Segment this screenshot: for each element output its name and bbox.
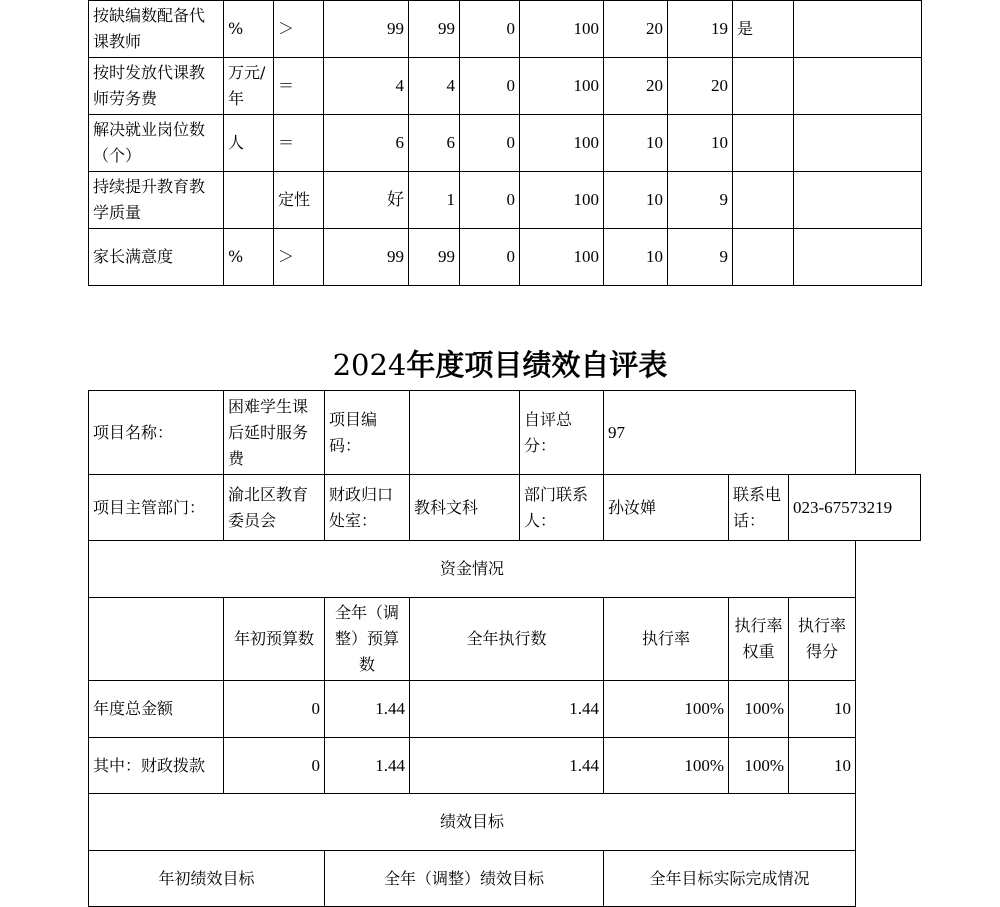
- col-weight: 10: [604, 172, 668, 229]
- indicator-table: [88, 0, 922, 286]
- actual-value: 1: [409, 172, 460, 229]
- project-name-value: 困难学生课后延时服务费: [224, 391, 325, 475]
- col-note: [794, 1, 922, 58]
- indicator-row: [89, 172, 922, 229]
- col-rate: 100: [520, 58, 604, 115]
- col-score: 10: [668, 115, 733, 172]
- actual-value: 99: [409, 229, 460, 286]
- target-value: 好: [324, 172, 409, 229]
- col-note: [794, 115, 922, 172]
- page-title: [0, 340, 1000, 390]
- project-name-row: [89, 391, 921, 475]
- funds-row-label: 其中：财政拨款: [89, 738, 224, 794]
- col-weight: 20: [604, 58, 668, 115]
- operator: 定性: [274, 172, 324, 229]
- indicator-name: 解决就业岗位数（个）: [89, 115, 224, 172]
- indicator-row: [89, 229, 922, 286]
- col-score: 20: [668, 58, 733, 115]
- header-rate: 执行率: [604, 598, 729, 681]
- contact-value: 孙汝婵: [604, 475, 729, 541]
- goals-adjusted: 全年（调整）绩效目标: [325, 851, 604, 907]
- project-code-value: [410, 391, 520, 475]
- goals-actual: 全年目标实际完成情况: [604, 851, 856, 907]
- col-weight: 20: [604, 1, 668, 58]
- target-value: 99: [324, 229, 409, 286]
- funds-score: 10: [789, 738, 856, 794]
- dept-label: 项目主管部门：: [89, 475, 224, 541]
- target-value: 99: [324, 1, 409, 58]
- actual-value: 99: [409, 1, 460, 58]
- project-code-label: 项目编码：: [325, 391, 410, 475]
- funds-weight: 100%: [729, 681, 789, 738]
- title-year: 2024: [332, 348, 407, 382]
- phone-value: 023-67573219: [789, 475, 921, 541]
- funds-executed: 1.44: [410, 681, 604, 738]
- col-flag: [733, 115, 794, 172]
- funds-budget: 0: [224, 681, 325, 738]
- col-weight: 10: [604, 115, 668, 172]
- operator: ＞: [274, 229, 324, 286]
- indicator-row: [89, 58, 922, 115]
- col-rate: 100: [520, 1, 604, 58]
- office-value: 教科文科: [410, 475, 520, 541]
- funds-row-fiscal: [89, 738, 921, 794]
- unit: %: [224, 229, 274, 286]
- col-note: [794, 172, 922, 229]
- indicator-name: 持续提升教育教学质量: [89, 172, 224, 229]
- col-score: 19: [668, 1, 733, 58]
- col-rate: 100: [520, 172, 604, 229]
- score-label: 自评总分：: [520, 391, 604, 475]
- funds-weight: 100%: [729, 738, 789, 794]
- unit: [224, 172, 274, 229]
- contact-label: 部门联系人：: [520, 475, 604, 541]
- col-deduct: 0: [460, 115, 520, 172]
- col-flag: [733, 58, 794, 115]
- operator: ＞: [274, 1, 324, 58]
- goals-header-row: [89, 851, 921, 907]
- funds-row-total: [89, 681, 921, 738]
- col-flag: 是: [733, 1, 794, 58]
- unit: %: [224, 1, 274, 58]
- funds-header-blank: [89, 598, 224, 681]
- funds-score: 10: [789, 681, 856, 738]
- score-value: 97: [604, 391, 856, 475]
- funds-title-row: [89, 541, 921, 598]
- actual-value: 4: [409, 58, 460, 115]
- col-score: 9: [668, 229, 733, 286]
- project-name-label: 项目名称：: [89, 391, 224, 475]
- operator: ＝: [274, 115, 324, 172]
- unit: 万元/年: [224, 58, 274, 115]
- indicator-name: 家长满意度: [89, 229, 224, 286]
- header-executed: 全年执行数: [410, 598, 604, 681]
- col-score: 9: [668, 172, 733, 229]
- col-flag: [733, 229, 794, 286]
- dept-value: 渝北区教育委员会: [224, 475, 325, 541]
- header-weight: 执行率权重: [729, 598, 789, 681]
- funds-adjusted: 1.44: [325, 738, 410, 794]
- office-label: 财政归口处室：: [325, 475, 410, 541]
- col-deduct: 0: [460, 1, 520, 58]
- target-value: 6: [324, 115, 409, 172]
- col-weight: 10: [604, 229, 668, 286]
- indicator-row: [89, 1, 922, 58]
- col-flag: [733, 172, 794, 229]
- header-score: 执行率得分: [789, 598, 856, 681]
- indicator-name: 按缺编数配备代课教师: [89, 1, 224, 58]
- funds-budget: 0: [224, 738, 325, 794]
- actual-value: 6: [409, 115, 460, 172]
- funds-executed: 1.44: [410, 738, 604, 794]
- funds-section-title: 资金情况: [89, 541, 856, 598]
- goals-section-title: 绩效目标: [89, 794, 856, 851]
- col-note: [794, 58, 922, 115]
- col-deduct: 0: [460, 58, 520, 115]
- goals-initial: 年初绩效目标: [89, 851, 325, 907]
- unit: 人: [224, 115, 274, 172]
- header-adjusted: 全年（调整）预算数: [325, 598, 410, 681]
- target-value: 4: [324, 58, 409, 115]
- header-budget: 年初预算数: [224, 598, 325, 681]
- funds-adjusted: 1.44: [325, 681, 410, 738]
- project-dept-row: [89, 475, 921, 541]
- col-rate: 100: [520, 115, 604, 172]
- funds-rate: 100%: [604, 681, 729, 738]
- indicator-row: [89, 115, 922, 172]
- col-note: [794, 229, 922, 286]
- col-deduct: 0: [460, 172, 520, 229]
- funds-header-row: [89, 598, 921, 681]
- operator: ＝: [274, 58, 324, 115]
- col-deduct: 0: [460, 229, 520, 286]
- funds-rate: 100%: [604, 738, 729, 794]
- indicator-name: 按时发放代课教师劳务费: [89, 58, 224, 115]
- col-rate: 100: [520, 229, 604, 286]
- project-table: [88, 390, 921, 907]
- phone-label: 联系电话：: [729, 475, 789, 541]
- goals-title-row: [89, 794, 921, 851]
- title-text: 年度项目绩效自评表: [406, 348, 668, 382]
- funds-row-label: 年度总金额: [89, 681, 224, 738]
